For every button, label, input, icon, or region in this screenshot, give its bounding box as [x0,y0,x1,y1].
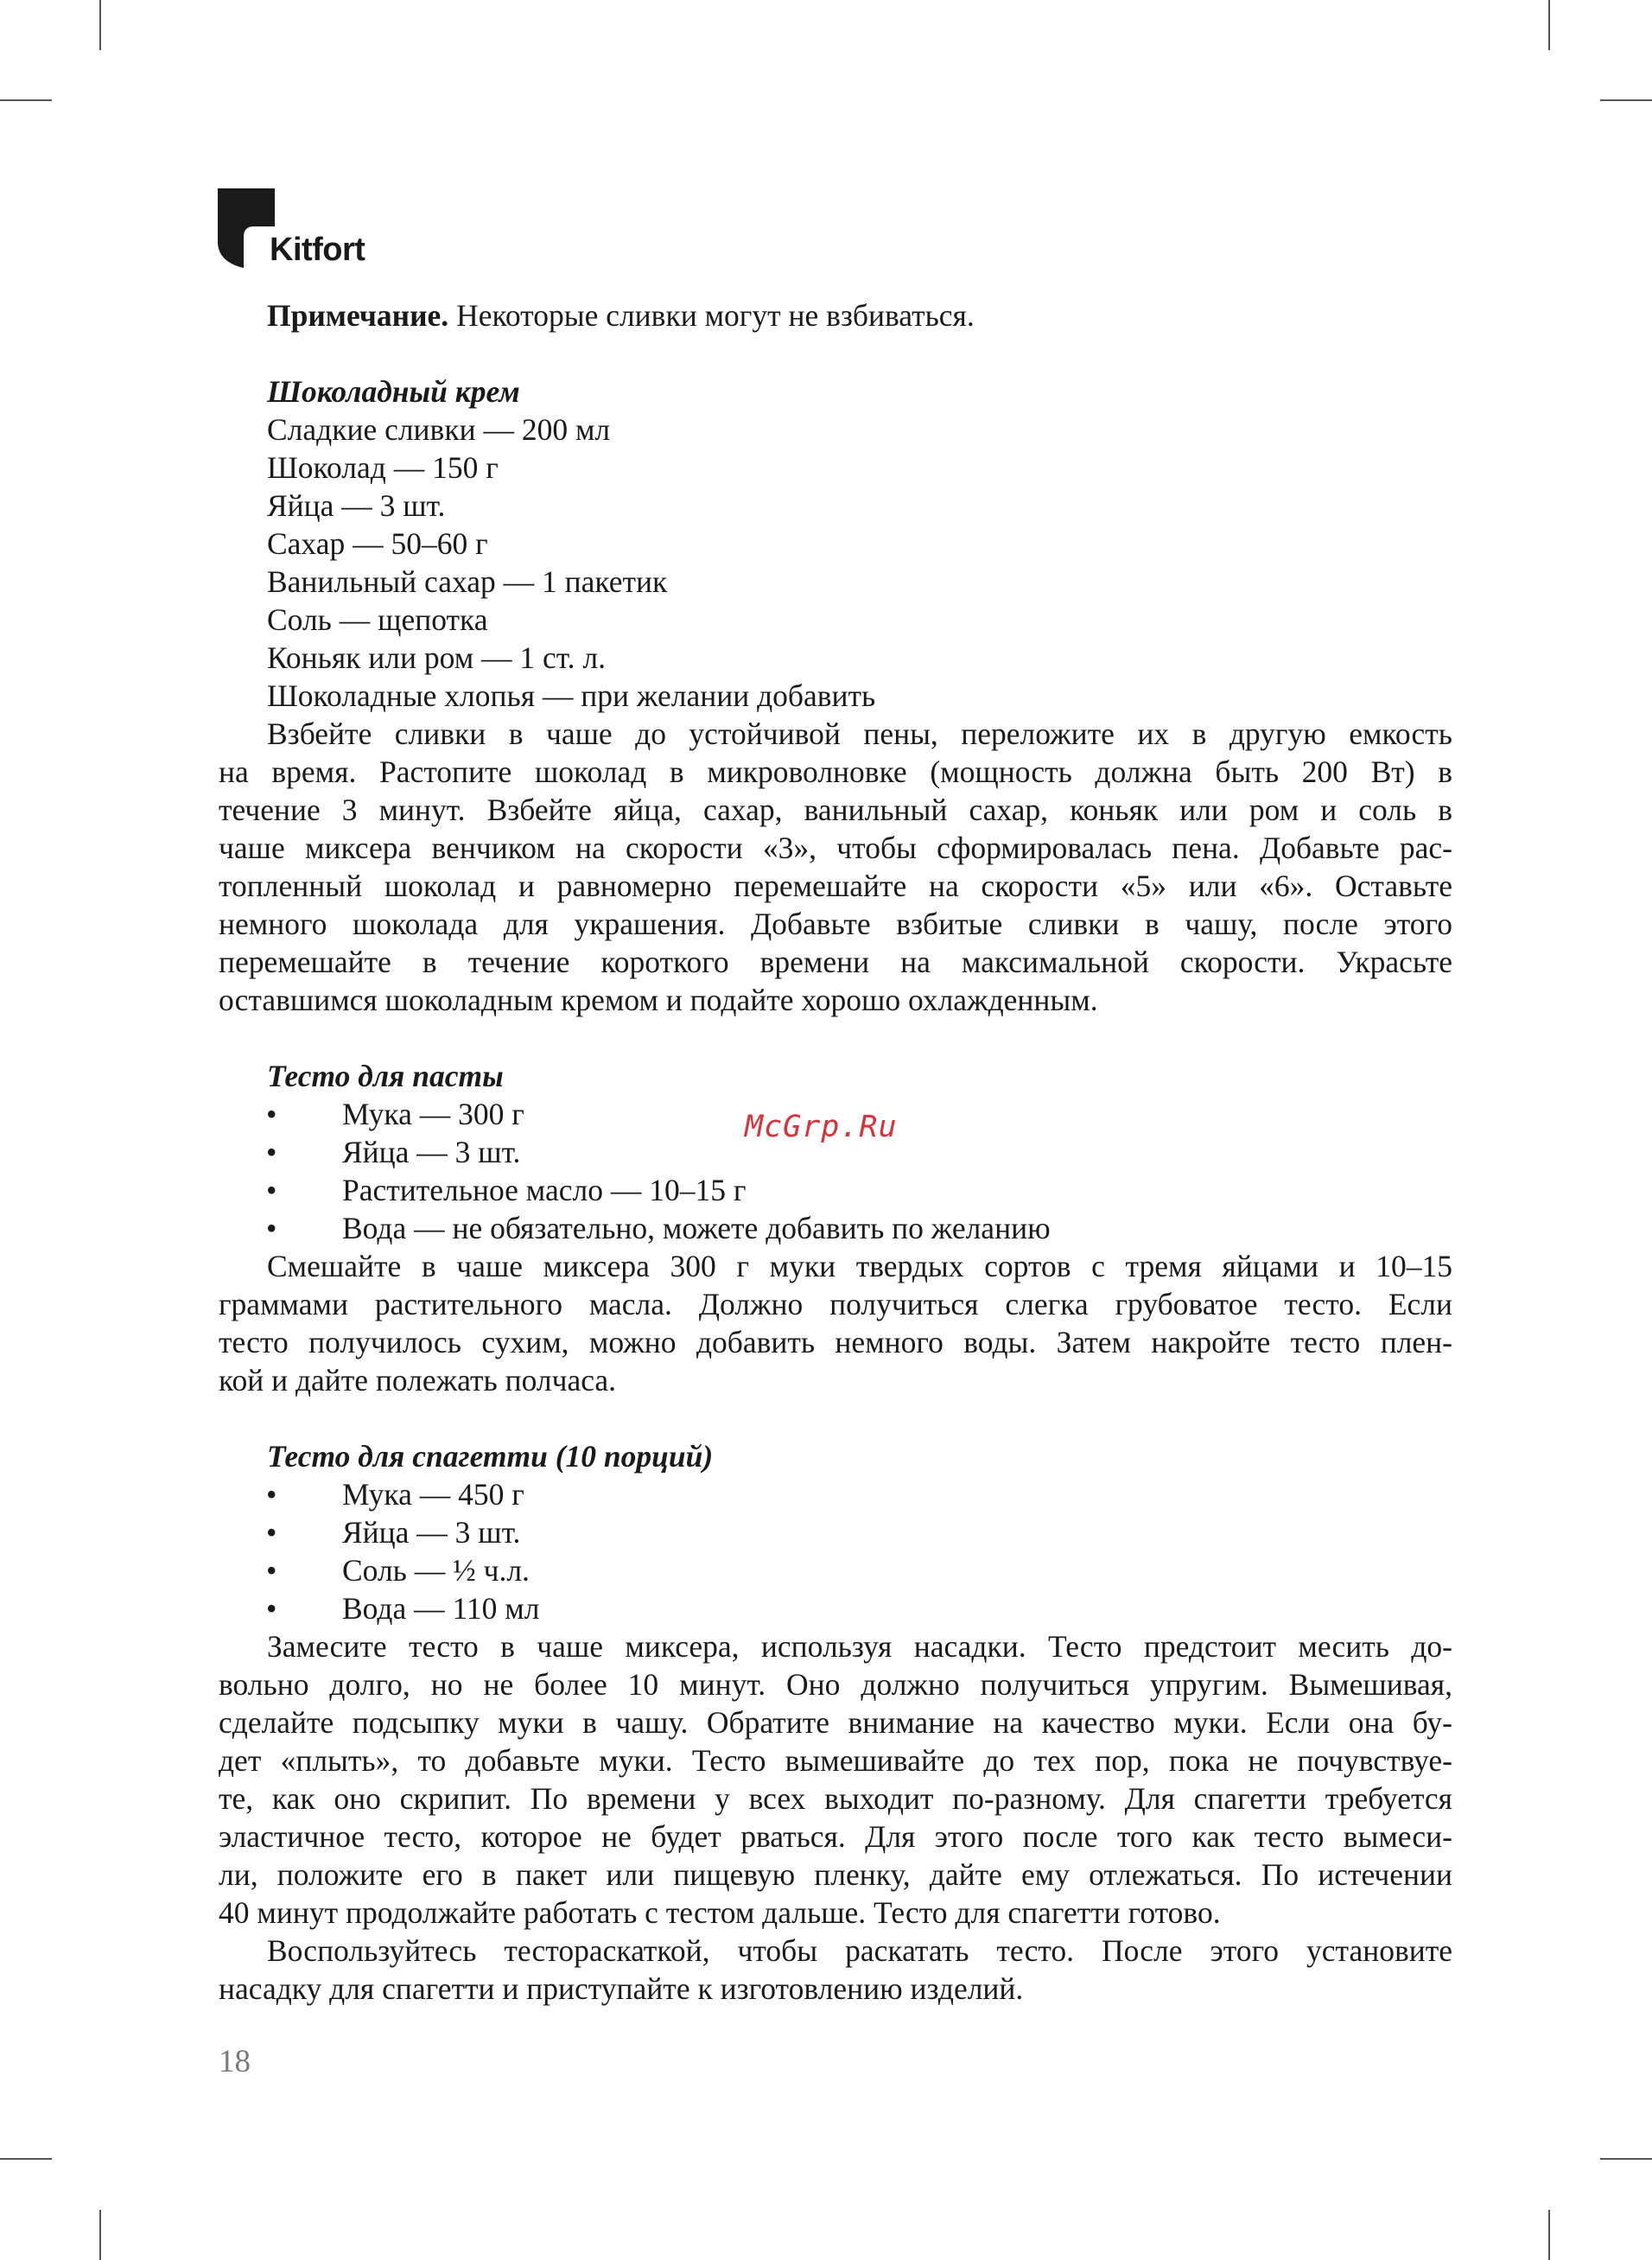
list-item [219,1551,1452,1589]
paragraph-line: перемешайте в течение короткого времени на максимальной скорости. Украсьте [219,945,1452,979]
ingredient-item: Сахар — 50–60 г [267,526,488,561]
paragraph-line: Воспользуйтесь тестораскаткой, чтобы раскатать тесто. После этого установите [267,1933,1452,1968]
crop-mark [1600,99,1652,101]
list-item [219,1475,1452,1513]
paragraph-line: чаше миксера венчиком на скорости «3», чтобы сформировалась пена. Добавьте рас- [219,831,1452,865]
paragraph-line: на время. Растопите шоколад в микроволновке (мощность должна быть 200 Вт) в [219,754,1452,789]
watermark-link[interactable]: McGrp.Ru [745,1110,898,1144]
list-item [219,1589,1452,1627]
ingredient-text: Соль — ½ ч.л. [342,1553,530,1588]
crop-mark [0,99,52,101]
note-label: Примечание. [267,298,449,333]
ingredient-text: Растительное масло — 10–15 г [342,1173,747,1207]
paragraph-line: ли, положите его в пакет или пищевую пленку, дайте ему отлежаться. По истечении [219,1857,1452,1892]
page-content [219,296,1452,2008]
paragraph-line: те, как оно скрипит. По времени у всех выходит по-разному. Для спагетти требуется [219,1781,1452,1816]
paragraph-line: Смешайте в чаше миксера 300 г муки твердых сортов с тремя яйцами и 10–15 [267,1249,1452,1283]
ingredient-item: Коньяк или ром — 1 ст. л. [267,640,606,675]
spacer [219,334,1452,372]
bullet: • [266,1477,277,1512]
ingredient-item: Ванильный сахар — 1 пакетик [267,564,668,599]
paragraph-line: эластичное тесто, которое не будет рваться. Для этого после того как тесто вымеси- [219,1819,1452,1854]
paragraph-line: вольно долго, но не более 10 минут. Оно должно получиться упругим. Вымешивая, [219,1667,1452,1702]
paragraph-line: Замесите тесто в чаше миксера, используя насадки. Тесто предстоит месить до- [267,1629,1452,1664]
bullet: • [266,1173,277,1207]
recipe-title: Тесто для спагетти (10 порций) [267,1439,714,1474]
paragraph-line: кой и дайте полежать полчаса. [219,1363,617,1397]
bullet: • [266,1097,277,1131]
paragraph-line: тесто получилось сухим, можно добавить немного воды. Затем накройте тесто плен- [219,1325,1452,1359]
bullet: • [266,1515,277,1550]
crop-mark [0,2158,52,2160]
ingredient-text: Яйца — 3 шт. [342,1135,521,1169]
ingredient-item: Сладкие сливки — 200 мл [267,412,611,447]
paragraph-line: оставшимся шоколадным кремом и подайте хорошо охлажденным. [219,983,1098,1017]
bullet: • [266,1591,277,1626]
crop-mark [1548,2210,1550,2260]
ingredient-item: Соль — щепотка [267,602,488,637]
ingredient-item: Яйца — 3 шт. [267,488,446,523]
note [219,296,1452,334]
ingredient-text: Мука — 450 г [342,1477,524,1512]
ingredient-text: Яйца — 3 шт. [342,1515,521,1550]
paragraph-line: течение 3 минут. Взбейте яйца, сахар, ванильный сахар, коньяк или ром и соль в [219,793,1452,827]
list-item [219,1209,1452,1247]
recipe-title: Тесто для пасты [267,1059,504,1093]
spacer [219,1399,1452,1437]
ingredient-item: Шоколадные хлопья — при желании добавить [267,678,876,713]
list-item [219,1513,1452,1551]
ingredient-text: Мука — 300 г [342,1097,524,1131]
crop-mark [1548,0,1550,50]
paragraph-line: граммами растительного масла. Должно получиться слегка грубоватое тесто. Если [219,1287,1452,1321]
crop-mark [99,0,101,50]
paragraph-line: дет «плыть», то добавьте муки. Тесто вымешивайте до тех пор, пока не почувствуе- [219,1743,1452,1778]
paragraph-line: насадку для спагетти и приступайте к изготовлению изделий. [219,1971,1024,2006]
page-number: 18 [219,2044,251,2079]
note-text: Некоторые сливки могут не взбиваться. [448,298,975,333]
crop-mark [99,2210,101,2260]
list-item [219,1171,1452,1209]
bullet: • [266,1553,277,1588]
spacer [219,1019,1452,1057]
paragraph-line: немного шоколада для украшения. Добавьте взбитые сливки в чашу, после этого [219,907,1452,941]
crop-mark [1600,2158,1652,2160]
ingredient-text: Вода — не обязательно, можете добавить по желанию [342,1211,1051,1245]
bullet: • [266,1135,277,1169]
paragraph-line: 40 минут продолжайте работать с тестом дальше. Тесто для спагетти готово. [219,1895,1221,1930]
brand-name: Kitfort [270,232,365,268]
bullet: • [266,1211,277,1245]
ingredient-item: Шоколад — 150 г [267,450,499,485]
recipe-title: Шоколадный крем [267,374,520,409]
ingredient-text: Вода — 110 мл [342,1591,540,1626]
brand-logo [218,188,391,271]
paragraph-line: сделайте подсыпку муки в чашу. Обратите внимание на качество муки. Если она бу- [219,1705,1452,1740]
paragraph-line: топленный шоколад и равномерно перемешайте на скорости «5» или «6». Оставьте [219,869,1452,903]
paragraph-line: Взбейте сливки в чаше до устойчивой пены, переложите их в другую емкость [267,716,1452,751]
